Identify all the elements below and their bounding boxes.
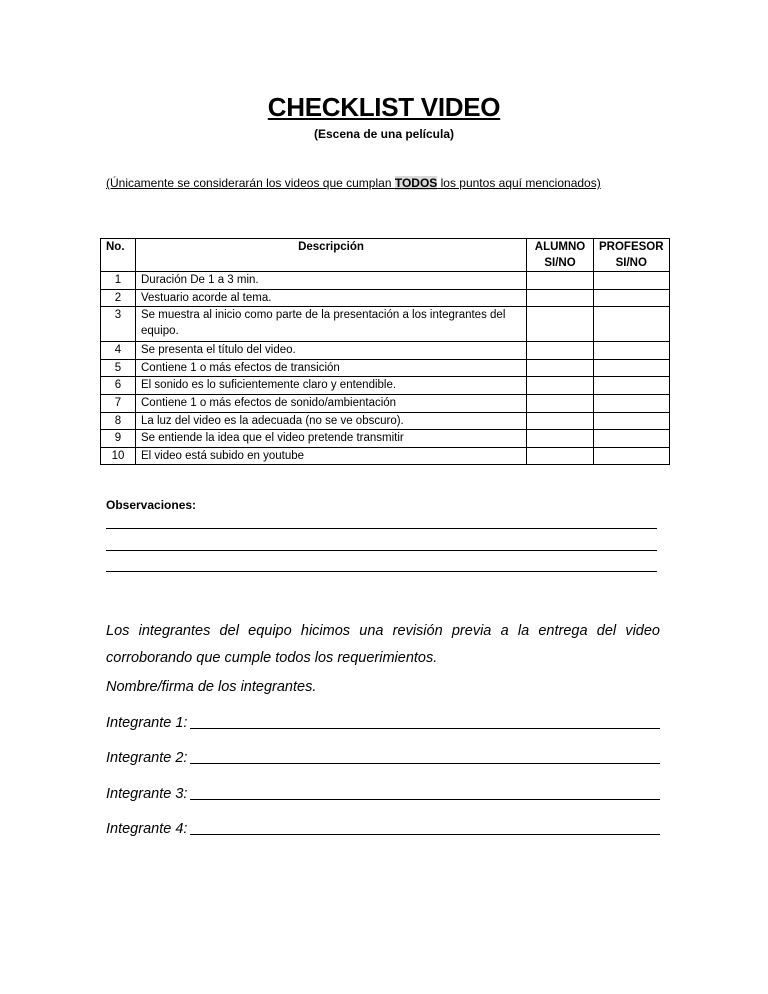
row-number: 8	[101, 412, 136, 430]
header-description: Descripción	[136, 239, 527, 272]
row-description: El sonido es lo suficientemente claro y entendible.	[136, 377, 527, 395]
notice-after: los puntos aquí mencionados)	[437, 176, 601, 190]
row-description: Contiene 1 o más efectos de sonido/ambientación	[136, 394, 527, 412]
alumno-check-cell[interactable]	[527, 272, 594, 290]
row-number: 7	[101, 394, 136, 412]
alumno-check-cell[interactable]	[527, 412, 594, 430]
member-label: Integrante 1:	[106, 715, 188, 731]
profesor-check-cell[interactable]	[594, 272, 670, 290]
names-label: Nombre/firma de los integrantes.	[106, 679, 317, 695]
notice-before: (Únicamente se considerarán los videos que cumplan	[106, 176, 395, 190]
row-number: 1	[101, 272, 136, 290]
observations-label: Observaciones:	[106, 498, 197, 512]
observations-line[interactable]	[106, 550, 657, 551]
row-description: Se muestra al inicio como parte de la presentación a los integrantes del equipo.	[136, 307, 527, 342]
header-alumno	[527, 239, 594, 272]
row-description: La luz del video es la adecuada (no se ve obscuro).	[136, 412, 527, 430]
member-signature-line[interactable]	[190, 749, 660, 764]
row-number: 10	[101, 447, 136, 465]
alumno-check-cell[interactable]	[527, 307, 594, 342]
table-row	[101, 272, 670, 290]
profesor-check-cell[interactable]	[594, 394, 670, 412]
row-description: Duración De 1 a 3 min.	[136, 272, 527, 290]
table-row	[101, 394, 670, 412]
row-number: 4	[101, 342, 136, 360]
member-row-4	[106, 820, 660, 837]
member-row-2	[106, 749, 660, 766]
table-row	[101, 307, 670, 342]
header-profesor-label: PROFESOR	[599, 241, 664, 253]
profesor-check-cell[interactable]	[594, 289, 670, 307]
notice-text	[106, 176, 601, 190]
alumno-check-cell[interactable]	[527, 394, 594, 412]
member-signature-line[interactable]	[190, 820, 660, 835]
profesor-check-cell[interactable]	[594, 377, 670, 395]
table-row	[101, 447, 670, 465]
table-row	[101, 377, 670, 395]
table-row	[101, 342, 670, 360]
table-row	[101, 430, 670, 448]
team-statement: Los integrantes del equipo hicimos una revisión previa a la entrega del video corroborando que cumple todos los requerimientos.	[106, 623, 660, 666]
member-label: Integrante 2:	[106, 750, 188, 766]
alumno-check-cell[interactable]	[527, 430, 594, 448]
header-alumno-label: ALUMNO	[534, 241, 586, 253]
alumno-check-cell[interactable]	[527, 289, 594, 307]
row-description: El video está subido en youtube	[136, 447, 527, 465]
member-label: Integrante 4:	[106, 821, 188, 837]
row-number: 9	[101, 430, 136, 448]
observations-line[interactable]	[106, 528, 657, 529]
header-no: No.	[101, 239, 136, 272]
row-description: Vestuario acorde al tema.	[136, 289, 527, 307]
notice-highlight: TODOS	[394, 176, 438, 190]
member-row-3	[106, 785, 660, 802]
table-row	[101, 412, 670, 430]
row-description: Se presenta el título del video.	[136, 342, 527, 360]
document-title: CHECKLIST VIDEO	[267, 92, 501, 122]
observations-line[interactable]	[106, 571, 657, 572]
profesor-check-cell[interactable]	[594, 447, 670, 465]
row-number: 5	[101, 359, 136, 377]
profesor-check-cell[interactable]	[594, 430, 670, 448]
row-number: 6	[101, 377, 136, 395]
checklist-table	[100, 238, 670, 465]
table-row	[101, 359, 670, 377]
member-label: Integrante 3:	[106, 786, 188, 802]
table-header-row	[101, 239, 670, 272]
member-signature-line[interactable]	[190, 785, 660, 800]
row-description: Contiene 1 o más efectos de transición	[136, 359, 527, 377]
table-row	[101, 289, 670, 307]
row-description: Se entiende la idea que el video pretende transmitir	[136, 430, 527, 448]
profesor-check-cell[interactable]	[594, 412, 670, 430]
profesor-check-cell[interactable]	[594, 342, 670, 360]
alumno-check-cell[interactable]	[527, 447, 594, 465]
header-profesor	[594, 239, 670, 272]
row-number: 3	[101, 307, 136, 342]
header-profesor-sub: SI/NO	[615, 257, 647, 269]
member-signature-line[interactable]	[190, 714, 660, 729]
profesor-check-cell[interactable]	[594, 359, 670, 377]
header-alumno-sub: SI/NO	[544, 257, 576, 269]
document-subtitle: (Escena de una película)	[313, 127, 455, 141]
alumno-check-cell[interactable]	[527, 342, 594, 360]
row-number: 2	[101, 289, 136, 307]
alumno-check-cell[interactable]	[527, 359, 594, 377]
profesor-check-cell[interactable]	[594, 307, 670, 342]
alumno-check-cell[interactable]	[527, 377, 594, 395]
member-row-1	[106, 714, 660, 731]
